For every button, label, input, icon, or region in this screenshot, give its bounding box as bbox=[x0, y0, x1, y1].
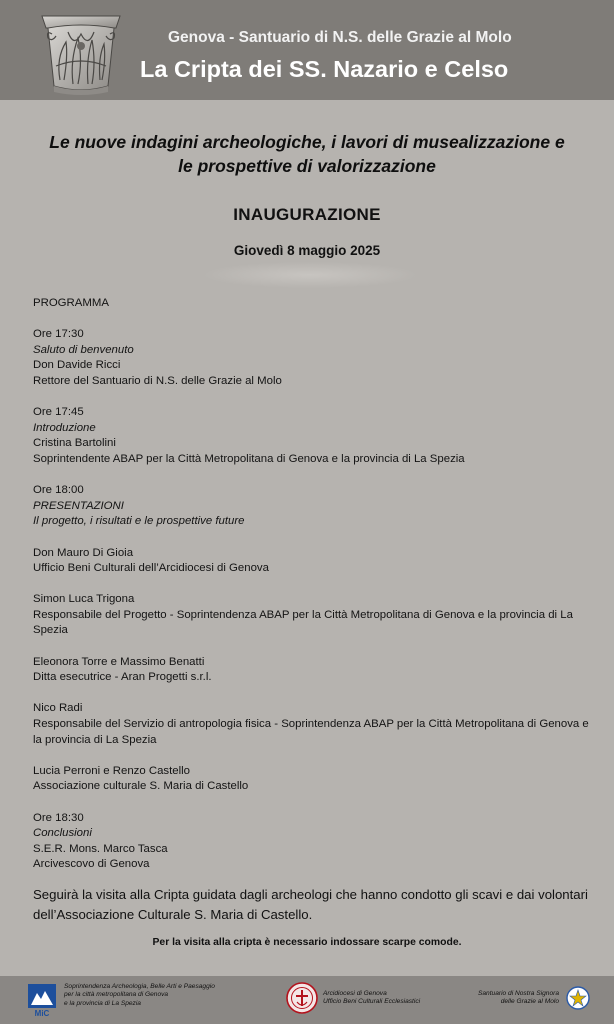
mic-logo-icon bbox=[27, 983, 57, 1017]
event-date: Giovedì 8 maggio 2025 bbox=[233, 243, 381, 258]
arcidiocesi-seal-icon bbox=[286, 982, 318, 1014]
program-role: Ufficio Beni Culturali dell’Arcidiocesi di Genova bbox=[33, 562, 269, 575]
program-role: Soprintendente ABAP per la Città Metropolitana di Genova e la provincia di La Spezia bbox=[33, 452, 465, 465]
program-role: Rettore del Santuario di N.S. delle Grazie al Molo bbox=[33, 374, 282, 387]
program-title-block bbox=[33, 296, 593, 312]
program-activity: Introduzione bbox=[33, 421, 96, 434]
credit-line: e la provincia di La Spezia bbox=[64, 999, 141, 1007]
program-item bbox=[33, 592, 593, 639]
program-activity-detail: Il progetto, i risultati e le prospettive future bbox=[33, 515, 245, 528]
program-speaker: Eleonora Torre e Massimo Benatti bbox=[33, 655, 205, 668]
program-item bbox=[33, 405, 593, 467]
program-role: Responsabile del Progetto - Soprintendenza ABAP per la Città Metropolitana di Genova e la provincia di La Spezia bbox=[33, 608, 573, 637]
program-item bbox=[33, 327, 593, 389]
program-item bbox=[33, 483, 593, 530]
santuario-credit bbox=[447, 990, 559, 1007]
faded-text-area bbox=[205, 262, 415, 288]
credit-line: Ufficio Beni Culturali Ecclesiastici bbox=[323, 998, 421, 1006]
santuario-emblem-icon bbox=[566, 986, 590, 1010]
program-title: PROGRAMMA bbox=[33, 297, 109, 309]
mic-logo-label: MiC bbox=[34, 1009, 50, 1017]
closing-paragraph: Seguirà la visita alla Cripta guidata dagli archeologi che hanno condotto gli scavi e dai volontari dell’Associazione Culturale S. Maria di Castello. bbox=[33, 887, 588, 922]
credit-line: delle Grazie al Molo bbox=[500, 998, 559, 1006]
footwear-note: Per la visita alla cripta è necessario indossare scarpe comode. bbox=[152, 937, 462, 948]
credit-line: per la città metropolitana di Genova bbox=[64, 991, 169, 999]
event-subtitle bbox=[20, 130, 594, 178]
credit-line: Soprintendenza Archeologia, Belle Arti e Paesaggio bbox=[64, 983, 215, 990]
program-item bbox=[33, 811, 593, 873]
program-role: Arcivescovo di Genova bbox=[33, 858, 150, 871]
program-item bbox=[33, 701, 593, 748]
program-speaker: S.E.R. Mons. Marco Tasca bbox=[33, 842, 168, 855]
arcidiocesi-credit bbox=[323, 990, 453, 1007]
program-item bbox=[33, 546, 593, 577]
program-speaker: Cristina Bartolini bbox=[33, 437, 116, 450]
program-activity: Conclusioni bbox=[33, 827, 92, 840]
program-time: Ore 17:45 bbox=[33, 406, 84, 419]
event-subtitle-line: le prospettive di valorizzazione bbox=[178, 156, 436, 176]
program-speaker: Simon Luca Trigona bbox=[33, 593, 135, 606]
program-speaker: Don Mauro Di Gioia bbox=[33, 546, 134, 559]
program-speaker: Lucia Perroni e Renzo Castello bbox=[33, 764, 191, 777]
event-subtitle-line: Le nuove indagini archeologiche, i lavori di musealizzazione e bbox=[49, 132, 565, 152]
program-item bbox=[33, 655, 593, 686]
program-speaker: Don Davide Ricci bbox=[33, 359, 121, 372]
corinthian-capital-icon bbox=[38, 8, 124, 98]
program-activity: PRESENTAZIONI bbox=[33, 499, 124, 512]
program-role: Associazione culturale S. Maria di Castello bbox=[33, 780, 249, 793]
program-time: Ore 17:30 bbox=[33, 328, 84, 341]
program-speaker: Nico Radi bbox=[33, 702, 83, 715]
program-role: Responsabile del Servizio di antropologia fisica - Soprintendenza ABAP per la Città Metropolitana di Genova e la provincia di La Spezia bbox=[33, 718, 589, 746]
header-title: La Cripta dei SS. Nazario e Celso bbox=[140, 56, 509, 82]
header-subtitle: Genova - Santuario di N.S. delle Grazie al Molo bbox=[168, 29, 512, 46]
program-time: Ore 18:00 bbox=[33, 484, 84, 497]
program-role: Ditta esecutrice - Aran Progetti s.r.l. bbox=[33, 671, 212, 684]
event-heading: INAUGURAZIONE bbox=[233, 205, 381, 224]
credit-line: Santuario di Nostra Signora bbox=[477, 990, 559, 997]
program-item bbox=[33, 764, 593, 795]
program-time: Ore 18:30 bbox=[33, 811, 84, 824]
soprintendenza-credit bbox=[64, 983, 274, 1008]
program-list bbox=[33, 296, 593, 889]
program-activity: Saluto di benvenuto bbox=[33, 343, 134, 356]
credit-line: Arcidiocesi di Genova bbox=[323, 990, 387, 997]
